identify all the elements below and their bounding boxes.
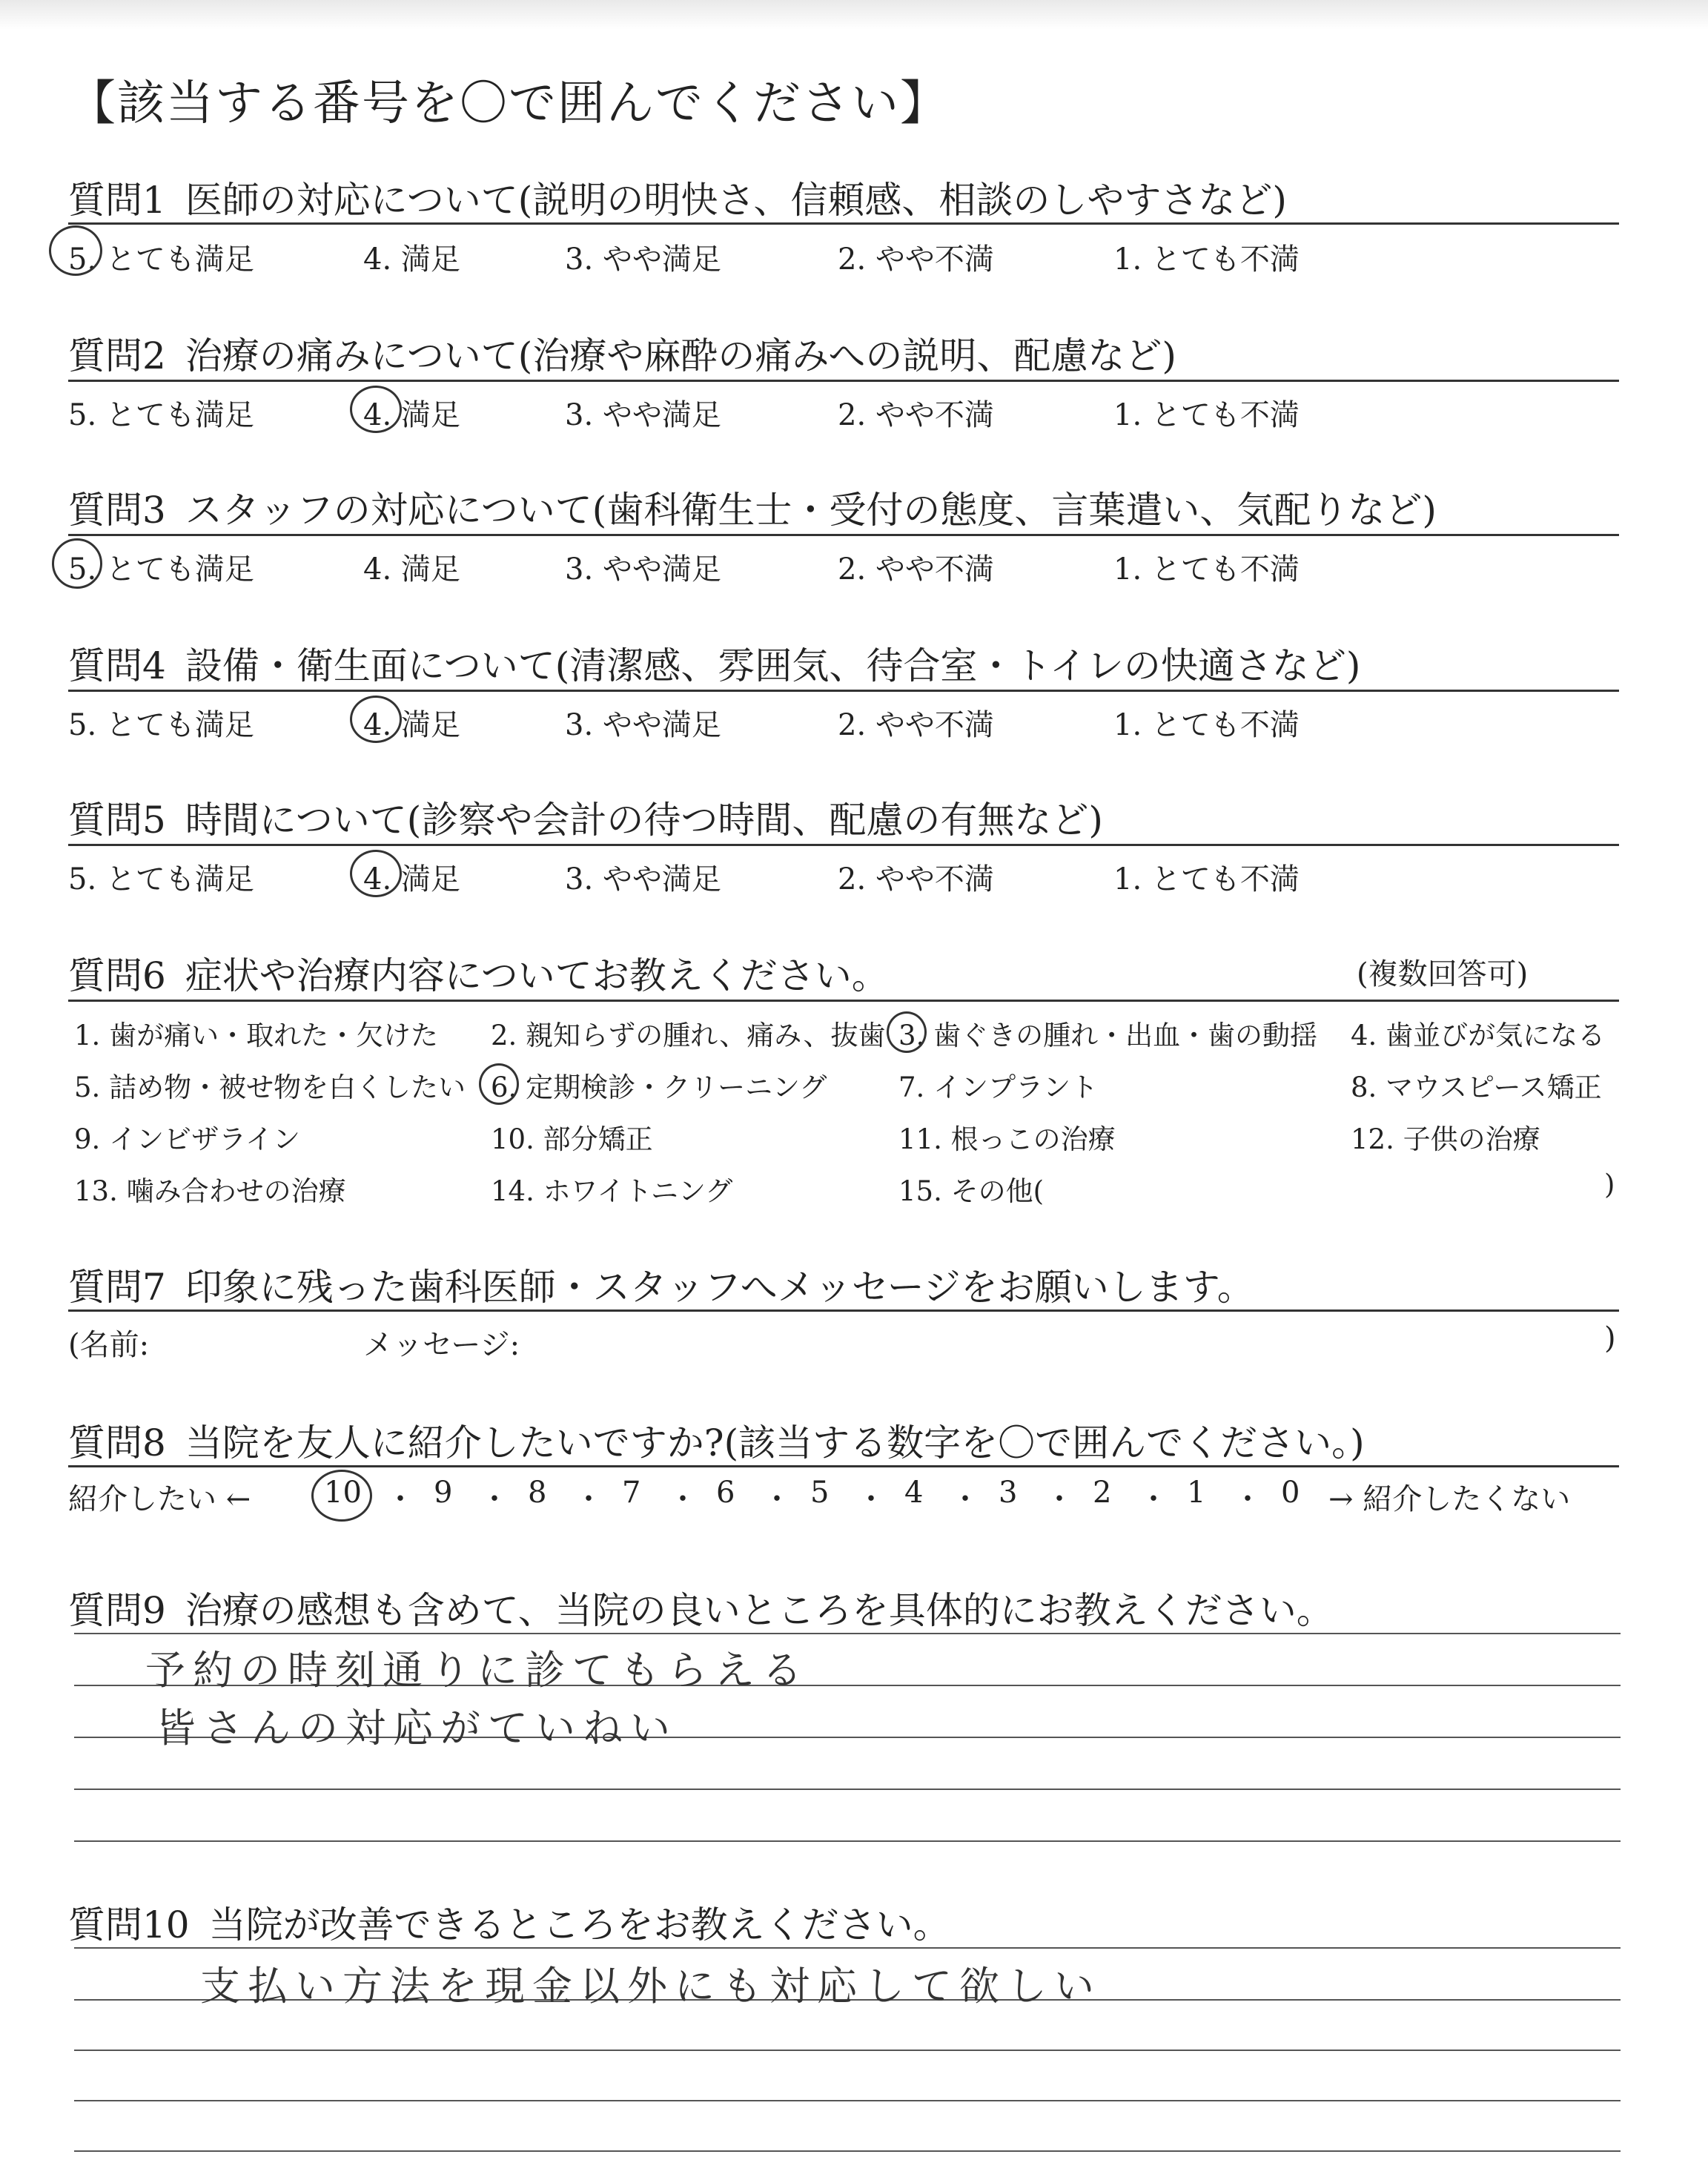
selection-circle — [350, 696, 402, 743]
option-1[interactable]: 1. とても不満 — [1113, 862, 1300, 896]
scale-dot: ・ — [1045, 1482, 1074, 1516]
selection-circle — [311, 1470, 372, 1522]
rule — [68, 1465, 1619, 1467]
scale-6[interactable]: 6 — [716, 1476, 735, 1510]
rule — [68, 690, 1619, 692]
selection-circle — [479, 1063, 519, 1105]
question-2 — [68, 326, 1176, 380]
scale-dot: ・ — [480, 1482, 509, 1516]
recommend-right-label: → 紹介したくない — [1328, 1482, 1571, 1516]
handwritten-answer: 皆さんの対応がていねい — [156, 1705, 678, 1751]
selection-circle — [350, 850, 402, 897]
option-1[interactable]: 1. とても不満 — [1113, 398, 1300, 432]
scale-dot: ・ — [856, 1482, 886, 1516]
question-4 — [68, 636, 1360, 690]
other-close-paren: ) — [1604, 1169, 1615, 1200]
question-number: 質問6 — [68, 954, 166, 997]
question-number: 質問2 — [68, 334, 166, 377]
selection-circle — [49, 225, 102, 276]
symptom-option[interactable]: 3. 歯ぐきの腫れ・出血・歯の動揺 — [898, 1020, 1318, 1051]
scale-dot: ・ — [668, 1482, 698, 1516]
scale-dot: ・ — [950, 1482, 980, 1516]
question-text: 医師の対応について(説明の明快さ、信頼感、相談のしやすさなど) — [185, 179, 1287, 222]
scale-2[interactable]: 2 — [1093, 1476, 1112, 1510]
option-5[interactable]: 5. とても満足 — [68, 398, 254, 432]
option-1[interactable]: 1. とても不満 — [1113, 708, 1300, 742]
rule — [68, 222, 1619, 225]
scale-dot: ・ — [574, 1482, 603, 1516]
writing-line — [74, 1947, 1621, 1949]
rule — [68, 534, 1619, 536]
question-text: 当院が改善できるところをお教えください。 — [208, 1903, 950, 1946]
question-3 — [68, 480, 1437, 534]
recommend-left-label: 紹介したい ← — [68, 1482, 251, 1516]
multiple-answers-note: (複数回答可) — [1357, 957, 1529, 991]
writing-line — [74, 2050, 1621, 2051]
symptom-option[interactable]: 1. 歯が痛い・取れた・欠けた — [74, 1020, 439, 1051]
selection-circle — [350, 386, 402, 433]
symptom-option[interactable]: 6. 定期検診・クリーニング — [491, 1071, 827, 1103]
symptom-option[interactable]: 8. マウスピース矯正 — [1351, 1071, 1602, 1103]
scale-3[interactable]: 3 — [999, 1476, 1018, 1510]
symptom-option[interactable]: 9. インビザライン — [74, 1123, 300, 1155]
scale-dot: ・ — [1139, 1482, 1168, 1516]
handwritten-answer: 支払い方法を現金以外にも対応して欲しい — [200, 1963, 1102, 2009]
scale-10[interactable]: 10 — [324, 1476, 362, 1510]
option-5[interactable]: 5. とても満足 — [68, 708, 254, 742]
symptom-option[interactable]: 2. 親知らずの腫れ、痛み、抜歯 — [491, 1020, 886, 1051]
option-2[interactable]: 2. やや不満 — [838, 552, 994, 587]
scan-edge — [0, 0, 1708, 30]
question-7 — [68, 1258, 1254, 1311]
writing-line — [74, 1789, 1621, 1790]
symptom-option[interactable]: 15. その他( — [898, 1175, 1045, 1207]
scale-dot: ・ — [762, 1482, 792, 1516]
option-2[interactable]: 2. やや不満 — [838, 242, 994, 277]
question-6 — [68, 946, 889, 1000]
question-number: 質問9 — [68, 1589, 166, 1632]
rule — [68, 380, 1619, 382]
option-4[interactable]: 4. 満足 — [363, 242, 460, 277]
option-3[interactable]: 3. やや満足 — [565, 552, 721, 587]
selection-circle — [52, 538, 102, 589]
question-text: スタッフの対応について(歯科衛生士・受付の態度、言葉遣い、気配りなど) — [185, 489, 1437, 532]
scale-0[interactable]: 0 — [1281, 1476, 1300, 1510]
option-4[interactable]: 4. 満足 — [363, 552, 460, 587]
option-3[interactable]: 3. やや満足 — [565, 708, 721, 742]
rule — [68, 1309, 1619, 1312]
option-3[interactable]: 3. やや満足 — [565, 242, 721, 277]
question-number: 質問7 — [68, 1266, 166, 1309]
question-text: 治療の痛みについて(治療や麻酔の痛みへの説明、配慮など) — [185, 334, 1176, 377]
selection-circle — [887, 1011, 927, 1053]
question-9 — [68, 1581, 1334, 1634]
scale-4[interactable]: 4 — [904, 1476, 924, 1510]
option-1[interactable]: 1. とても不満 — [1113, 242, 1300, 277]
option-5[interactable]: 5. とても満足 — [68, 862, 254, 896]
message-close-paren: ) — [1604, 1321, 1616, 1355]
question-text: 治療の感想も含めて、当院の良いところを具体的にお教えください。 — [185, 1589, 1334, 1632]
scale-5[interactable]: 5 — [810, 1476, 830, 1510]
question-text: 設備・衛生面について(清潔感、雰囲気、待合室・トイレの快適さなど) — [185, 644, 1361, 687]
symptom-option[interactable]: 14. ホワイトニング — [491, 1175, 733, 1207]
rule — [68, 844, 1619, 846]
question-1 — [68, 171, 1287, 224]
question-number: 質問8 — [68, 1421, 166, 1464]
option-2[interactable]: 2. やや不満 — [838, 398, 994, 432]
handwritten-answer: 予約の時刻通りに診てもらえる — [145, 1647, 810, 1694]
symptom-option[interactable]: 4. 歯並びが気になる — [1351, 1020, 1606, 1051]
symptom-option[interactable]: 12. 子供の治療 — [1351, 1123, 1540, 1155]
option-3[interactable]: 3. やや満足 — [565, 862, 721, 896]
option-4[interactable]: 4. 満足 — [363, 862, 460, 896]
option-1[interactable]: 1. とても不満 — [1113, 552, 1300, 587]
writing-line — [74, 1840, 1621, 1842]
question-text: 症状や治療内容についてお教えください。 — [185, 954, 889, 997]
option-2[interactable]: 2. やや不満 — [838, 708, 994, 742]
question-number: 質問1 — [68, 179, 166, 222]
option-4[interactable]: 4. 満足 — [363, 708, 460, 742]
symptom-option[interactable]: 13. 噛み合わせの治療 — [74, 1175, 346, 1207]
symptom-option[interactable]: 10. 部分矯正 — [491, 1123, 653, 1155]
question-text: 印象に残った歯科医師・スタッフへメッセージをお願いします。 — [185, 1266, 1254, 1309]
message-label: メッセージ: — [363, 1328, 520, 1362]
name-label: (名前: — [68, 1328, 150, 1362]
scale-9[interactable]: 9 — [434, 1476, 453, 1510]
question-number: 質問5 — [68, 799, 166, 842]
page-title: 【該当する番号を〇で囲んでください】 — [68, 76, 949, 131]
option-5[interactable]: 5. とても満足 — [68, 242, 254, 277]
symptom-option[interactable]: 7. インプラント — [898, 1071, 1099, 1103]
question-5 — [68, 790, 1103, 844]
question-number: 質問10 — [68, 1903, 190, 1946]
rule — [68, 1000, 1619, 1002]
scale-8[interactable]: 8 — [528, 1476, 547, 1510]
scale-7[interactable]: 7 — [622, 1476, 641, 1510]
writing-line — [74, 2150, 1621, 2152]
question-8 — [68, 1413, 1365, 1467]
symptom-option[interactable]: 11. 根っこの治療 — [898, 1123, 1116, 1155]
option-3[interactable]: 3. やや満足 — [565, 398, 721, 432]
scale-dot: ・ — [1233, 1482, 1262, 1516]
option-5[interactable]: 5. とても満足 — [68, 552, 254, 587]
writing-line — [74, 1633, 1621, 1634]
symptom-option[interactable]: 5. 詰め物・被せ物を白くしたい — [74, 1071, 466, 1103]
question-text: 当院を友人に紹介したいですか?(該当する数字を〇で囲んでください。) — [185, 1421, 1365, 1464]
scale-1[interactable]: 1 — [1187, 1476, 1206, 1510]
question-number: 質問4 — [68, 644, 166, 687]
option-2[interactable]: 2. やや不満 — [838, 862, 994, 896]
question-text: 時間について(診察や会計の待つ時間、配慮の有無など) — [185, 799, 1103, 842]
scale-dot: ・ — [385, 1482, 415, 1516]
question-10 — [68, 1895, 950, 1949]
option-4[interactable]: 4. 満足 — [363, 398, 460, 432]
writing-line — [74, 2100, 1621, 2101]
question-number: 質問3 — [68, 489, 166, 532]
